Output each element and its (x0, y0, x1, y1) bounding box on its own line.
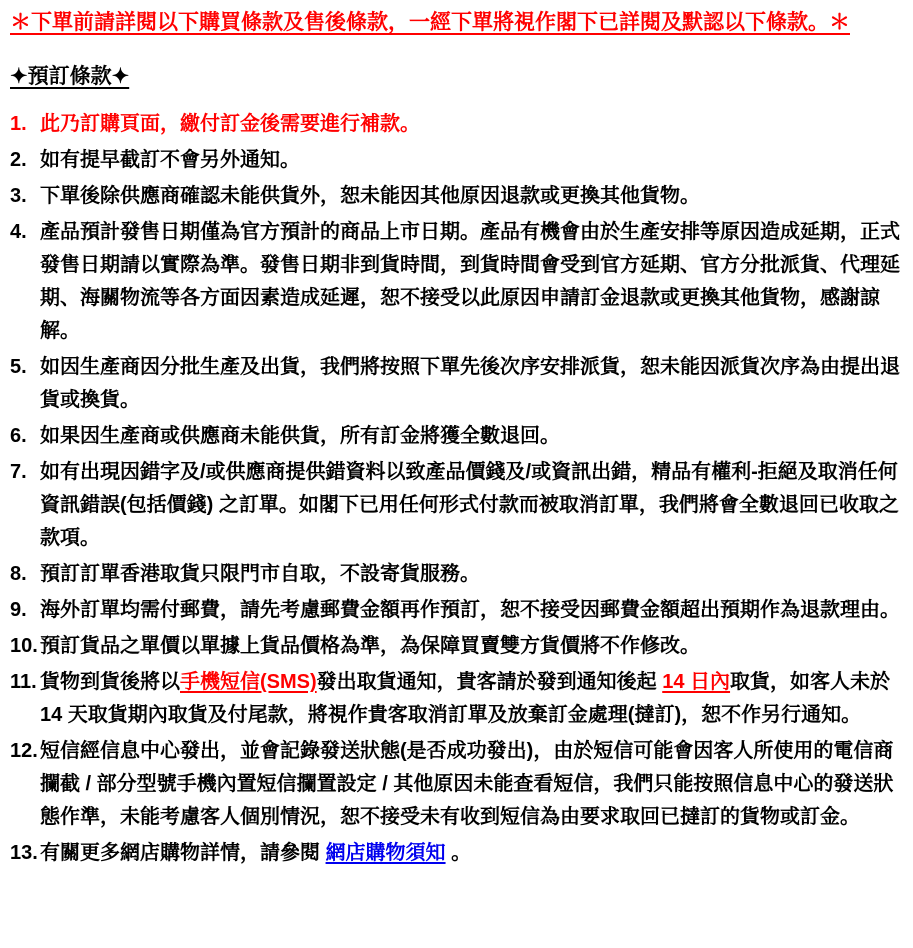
term-item-6 (10, 420, 901, 453)
term-text: 如有出現因錯字及/或供應商提供錯資料以致產品價錢及/或資訊出錯，精品有權利-拒絕及取消任何資訊錯誤(包括價錢) 之訂單。如閣下已用任何形式付款而被取消訂單，我們將會全數退回已收取之款項。 (40, 461, 899, 549)
term-item-12 (10, 735, 901, 834)
term-number: 9. (10, 599, 27, 621)
term-item-13 (10, 837, 901, 870)
term-text: 海外訂單均需付郵費，請先考慮郵費金額再作預訂，恕不接受因郵費金額超出預期作為退款理由。 (40, 599, 900, 621)
term-number: 11. (10, 671, 37, 693)
term-text: 取貨，如客人未於 14 天取貨期內取貨及付尾款，將視作貴客取消訂單及放棄訂金處理(撻訂)，恕不作另行通知。 (40, 671, 891, 726)
term-text: 短信經信息中心發出，並會記錄發送狀態(是否成功發出)，由於短信可能會因客人所使用的電信商攔截 / 部分型號手機內置短信攔置設定 / 其他原因未能查看短信，我們只能按照信息中心的發送狀態作準，未能考慮客人個別情況，恕不接受未有收到短信為由要求取回已撻訂的貨物或訂金。 (40, 740, 894, 828)
term-item-9 (10, 594, 901, 627)
term-number: 4. (10, 221, 27, 243)
term-text: 發出取貨通知，貴客請於發到通知後起 (316, 671, 663, 693)
term-number: 13. (10, 842, 38, 864)
term-number: 8. (10, 563, 27, 585)
terms-list (10, 108, 901, 870)
shop-notice-link[interactable]: 網店購物須知 (325, 842, 446, 864)
term-text: 預訂訂單香港取貨只限門市自取，不設寄貨服務。 (40, 563, 480, 585)
term-item-5 (10, 351, 901, 417)
term-text: 此乃訂購頁面，繳付訂金後需要進行補款。 (40, 113, 420, 135)
pre-order-warning-header: ＊下單前請詳閱以下購買條款及售後條款，一經下單將視作閣下已詳閱及默認以下條款。＊ (10, 11, 850, 34)
term-item-11 (10, 666, 901, 732)
term-text: 14 日內 (662, 671, 731, 693)
term-number: 3. (10, 185, 27, 207)
term-number: 2. (10, 149, 27, 171)
term-item-1 (10, 108, 901, 141)
term-item-7 (10, 456, 901, 555)
term-text: 預訂貨品之單價以單據上貨品價格為準，為保障買賣雙方貨價將不作修改。 (40, 635, 700, 657)
term-number: 1. (10, 113, 27, 135)
term-item-10 (10, 630, 901, 663)
term-text: 如果因生產商或供應商未能供貨，所有訂金將獲全數退回。 (40, 425, 560, 447)
term-number: 12. (10, 740, 38, 762)
term-text: 手機短信(SMS) (180, 671, 317, 693)
term-text: 貨物到貨後將以 (40, 671, 180, 693)
term-text: 下單後除供應商確認未能供貨外，恕未能因其他原因退款或更換其他貨物。 (40, 185, 700, 207)
term-number: 6. (10, 425, 27, 447)
term-item-8 (10, 558, 901, 591)
term-number: 7. (10, 461, 27, 483)
term-number: 5. (10, 356, 27, 378)
term-text: 如因生產商因分批生產及出貨，我們將按照下單先後次序安排派貨，恕未能因派貨次序為由提出退貨或換貨。 (40, 356, 900, 411)
term-text: 如有提早截訂不會另外通知。 (40, 149, 300, 171)
term-text: 。 (445, 842, 472, 864)
section-title-text: ✦預訂條款✦ (10, 65, 130, 88)
term-number: 10. (10, 635, 38, 657)
term-text: 有關更多網店購物詳情，請參閱 (40, 842, 326, 864)
term-text: 產品預計發售日期僅為官方預計的商品上市日期。產品有機會由於生產安排等原因造成延期，正式發售日期請以實際為準。發售日期非到貨時間，到貨時間會受到官方延期、官方分批派貨、代理延期、海關物流等各方面因素造成延遲，恕不接受以此原因申請訂金退款或更換其他貨物，感謝諒解。 (40, 221, 900, 342)
term-item-2 (10, 144, 901, 177)
section-title (10, 63, 901, 91)
term-item-4 (10, 216, 901, 348)
term-item-3 (10, 180, 901, 213)
